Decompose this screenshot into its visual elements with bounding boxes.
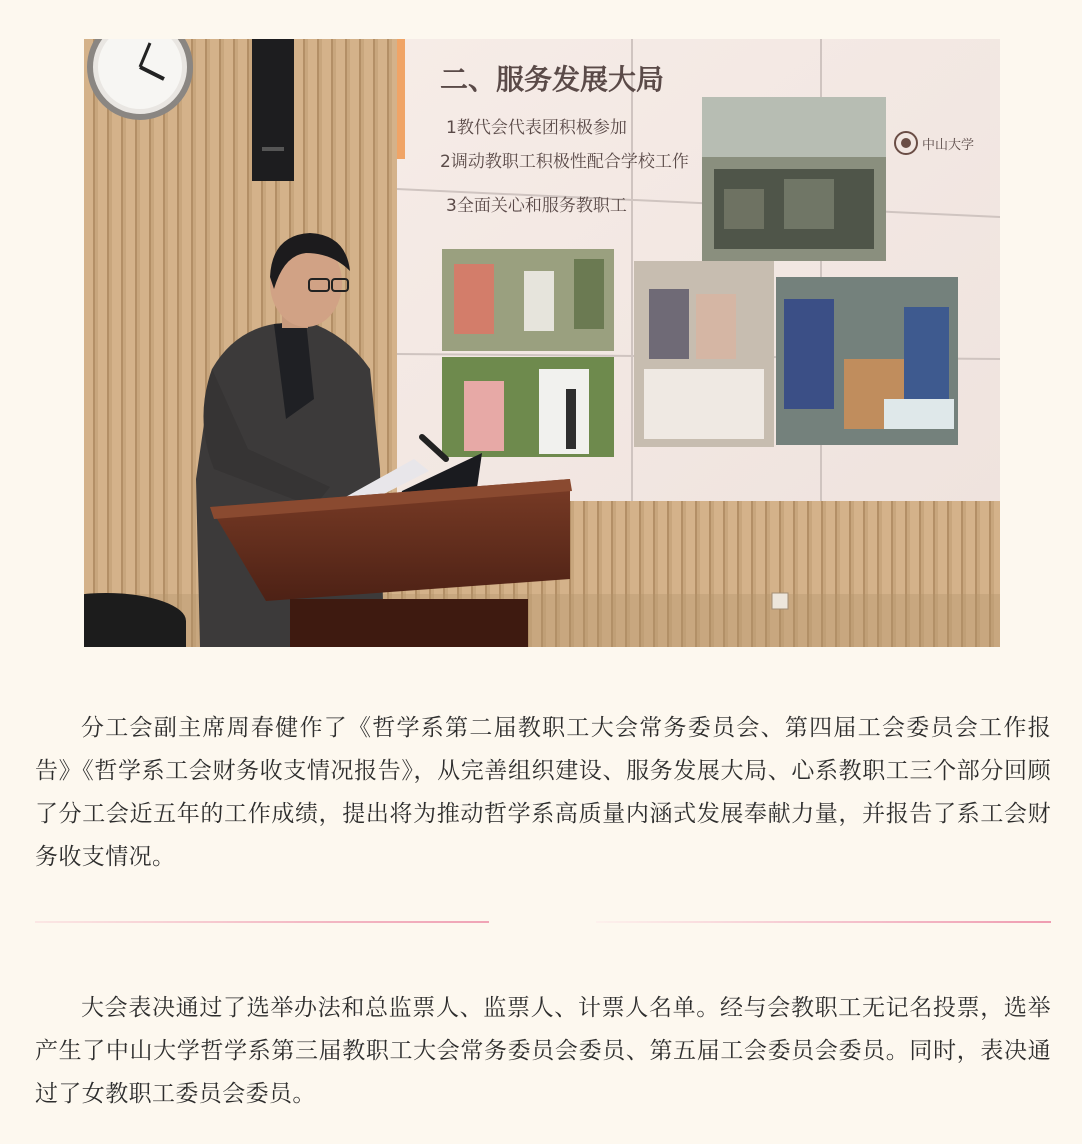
divider-left — [35, 921, 489, 923]
projection-screen — [397, 39, 1000, 501]
slide-logo-text: 中山大学 — [922, 138, 975, 153]
slide-photo-outdoor-1 — [442, 249, 614, 351]
slide-photo-outdoor-2 — [442, 357, 614, 457]
wall-speaker — [252, 39, 294, 181]
slide-item-2: 2调动教职工积极性配合学校工作 — [440, 152, 689, 172]
article-paragraph-1: 分工会副主席周春健作了《哲学系第二届教职工大会常务委员会、第四届工会委员会工作报告》《哲学系工会财务收支情况报告》，从完善组织建设、服务发展大局、心系教职工三个部分回顾了分工会近五年的工作成绩，提出将为推动哲学系高质量内涵式发展奉献力量，并报告了系工会财务收支情况。 — [35, 715, 1051, 870]
slide-item-1: 1教代会代表团积极参加 — [446, 118, 627, 138]
slide-photo-activity — [634, 261, 774, 447]
article-paragraph-2: 大会表决通过了选举办法和总监票人、监票人、计票人名单。经与会教职工无记名投票，选举产生了中山大学哲学系第三届教职工大会常务委员会委员、第五届工会委员会委员。同时，表决通过了女教职工委员会委员。 — [35, 995, 1051, 1107]
article-photo — [84, 39, 1000, 647]
slide-item-3: 3全面关心和服务教职工 — [446, 196, 627, 216]
slide-photo-volunteers — [776, 277, 958, 445]
slide-photo-meeting — [702, 97, 886, 261]
wall-clock-icon — [90, 39, 190, 117]
divider-right — [596, 921, 1051, 923]
slide-heading: 二、服务发展大局 — [440, 63, 665, 96]
